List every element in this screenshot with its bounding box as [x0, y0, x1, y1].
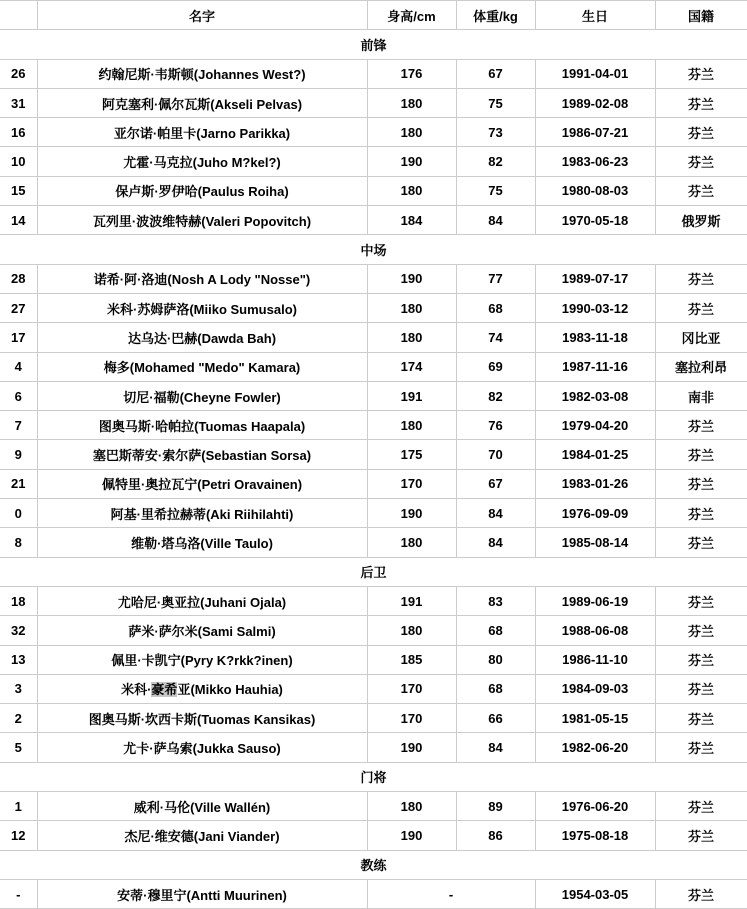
- player-number: 26: [0, 59, 37, 88]
- player-birthday: 1986-07-21: [535, 118, 655, 147]
- section-label: 门将: [0, 762, 747, 791]
- player-number: 8: [0, 528, 37, 557]
- player-weight: 82: [456, 147, 535, 176]
- player-number: 16: [0, 118, 37, 147]
- player-height: 170: [367, 469, 456, 498]
- player-nationality: 芬兰: [655, 88, 747, 117]
- player-row: [0, 59, 747, 88]
- player-weight: 84: [456, 528, 535, 557]
- player-name: 米科·苏姆萨洛(Miiko Sumusalo): [37, 293, 367, 322]
- player-weight: 70: [456, 440, 535, 469]
- player-name: 尤卡·萨乌索(Jukka Sauso): [37, 733, 367, 762]
- player-weight: 82: [456, 381, 535, 410]
- player-name: 杰尼·维安德(Jani Viander): [37, 821, 367, 850]
- player-weight: 66: [456, 704, 535, 733]
- player-height-weight-merged: -: [367, 879, 535, 908]
- player-row: [0, 381, 747, 410]
- column-header-nationality: 国籍: [655, 1, 747, 30]
- player-number: 21: [0, 469, 37, 498]
- player-row: [0, 792, 747, 821]
- player-height: 185: [367, 645, 456, 674]
- player-row: [0, 704, 747, 733]
- player-weight: 75: [456, 176, 535, 205]
- player-row: [0, 674, 747, 703]
- player-row: [0, 733, 747, 762]
- player-name: 图奥马斯·哈帕拉(Tuomas Haapala): [37, 411, 367, 440]
- player-birthday: 1982-06-20: [535, 733, 655, 762]
- player-height: 190: [367, 147, 456, 176]
- player-birthday: 1983-01-26: [535, 469, 655, 498]
- player-height: 191: [367, 381, 456, 410]
- player-row: [0, 528, 747, 557]
- player-birthday: 1989-06-19: [535, 586, 655, 615]
- player-birthday: 1990-03-12: [535, 293, 655, 322]
- player-nationality: 芬兰: [655, 440, 747, 469]
- player-height: 190: [367, 264, 456, 293]
- player-row: [0, 264, 747, 293]
- player-nationality: 芬兰: [655, 411, 747, 440]
- section-label: 后卫: [0, 557, 747, 586]
- player-birthday: 1976-09-09: [535, 499, 655, 528]
- player-number: 6: [0, 381, 37, 410]
- player-birthday: 1991-04-01: [535, 59, 655, 88]
- player-number: 32: [0, 616, 37, 645]
- player-number: 0: [0, 499, 37, 528]
- player-nationality: 芬兰: [655, 264, 747, 293]
- player-height: 191: [367, 586, 456, 615]
- player-height: 170: [367, 704, 456, 733]
- player-name: [37, 674, 367, 703]
- player-name: 亚尔诺·帕里卡(Jarno Parikka): [37, 118, 367, 147]
- player-number: 28: [0, 264, 37, 293]
- player-weight: 80: [456, 645, 535, 674]
- player-height: 180: [367, 88, 456, 117]
- player-weight: 67: [456, 469, 535, 498]
- player-weight: 86: [456, 821, 535, 850]
- player-weight: 84: [456, 733, 535, 762]
- player-name: 维勒·塔乌洛(Ville Taulo): [37, 528, 367, 557]
- player-name: 佩特里·奥拉瓦宁(Petri Oravainen): [37, 469, 367, 498]
- player-number: 13: [0, 645, 37, 674]
- player-nationality: 俄罗斯: [655, 206, 747, 235]
- player-nationality: 南非: [655, 381, 747, 410]
- column-header-name: 名字: [37, 1, 367, 30]
- player-name: 佩里·卡凯宁(Pyry K?rkk?inen): [37, 645, 367, 674]
- player-weight: 76: [456, 411, 535, 440]
- player-number: 7: [0, 411, 37, 440]
- player-birthday: 1983-11-18: [535, 323, 655, 352]
- player-row: [0, 323, 747, 352]
- column-header-number: [0, 1, 37, 30]
- player-weight: 68: [456, 293, 535, 322]
- player-number: 31: [0, 88, 37, 117]
- player-row: [0, 616, 747, 645]
- player-row: [0, 499, 747, 528]
- player-nationality: 芬兰: [655, 674, 747, 703]
- player-weight: 74: [456, 323, 535, 352]
- player-weight: 84: [456, 206, 535, 235]
- player-number: 18: [0, 586, 37, 615]
- player-birthday: 1970-05-18: [535, 206, 655, 235]
- player-weight: 89: [456, 792, 535, 821]
- player-height: 176: [367, 59, 456, 88]
- player-nationality: 芬兰: [655, 616, 747, 645]
- player-nationality: 芬兰: [655, 733, 747, 762]
- player-weight: 83: [456, 586, 535, 615]
- player-name: 达乌达·巴赫(Dawda Bah): [37, 323, 367, 352]
- player-number: 15: [0, 176, 37, 205]
- player-birthday: 1975-08-18: [535, 821, 655, 850]
- player-weight: 68: [456, 616, 535, 645]
- player-birthday: 1954-03-05: [535, 879, 655, 908]
- column-header-height: 身高/cm: [367, 1, 456, 30]
- player-name: 约翰尼斯·韦斯顿(Johannes West?): [37, 59, 367, 88]
- player-height: 190: [367, 499, 456, 528]
- player-weight: 69: [456, 352, 535, 381]
- player-height: 184: [367, 206, 456, 235]
- player-height: 180: [367, 323, 456, 352]
- player-row: [0, 206, 747, 235]
- player-nationality: 塞拉利昂: [655, 352, 747, 381]
- player-nationality: 芬兰: [655, 147, 747, 176]
- player-weight: 68: [456, 674, 535, 703]
- player-birthday: 1981-05-15: [535, 704, 655, 733]
- player-number: 27: [0, 293, 37, 322]
- selected-text: 豪希: [151, 682, 178, 698]
- player-nationality: 芬兰: [655, 499, 747, 528]
- player-nationality: 芬兰: [655, 293, 747, 322]
- player-number: 9: [0, 440, 37, 469]
- player-row: [0, 411, 747, 440]
- player-birthday: 1980-08-03: [535, 176, 655, 205]
- player-number: -: [0, 879, 37, 908]
- table-body: [0, 30, 747, 909]
- player-birthday: 1989-07-17: [535, 264, 655, 293]
- player-row: [0, 352, 747, 381]
- player-nationality: 芬兰: [655, 586, 747, 615]
- player-nationality: 芬兰: [655, 118, 747, 147]
- player-name: 诺希·阿·洛迪(Nosh A Lody "Nosse"): [37, 264, 367, 293]
- player-name: 梅多(Mohamed "Medo" Kamara): [37, 352, 367, 381]
- player-number: 17: [0, 323, 37, 352]
- player-number: 2: [0, 704, 37, 733]
- player-nationality: 冈比亚: [655, 323, 747, 352]
- player-weight: 84: [456, 499, 535, 528]
- player-weight: 75: [456, 88, 535, 117]
- player-name: 切尼·福勒(Cheyne Fowler): [37, 381, 367, 410]
- player-row: [0, 440, 747, 469]
- player-weight: 77: [456, 264, 535, 293]
- player-name: 塞巴斯蒂安·索尔萨(Sebastian Sorsa): [37, 440, 367, 469]
- player-number: 12: [0, 821, 37, 850]
- player-birthday: 1982-03-08: [535, 381, 655, 410]
- player-number: 3: [0, 674, 37, 703]
- player-weight: 67: [456, 59, 535, 88]
- player-name: 保卢斯·罗伊哈(Paulus Roiha): [37, 176, 367, 205]
- player-height: 190: [367, 821, 456, 850]
- player-height: 180: [367, 616, 456, 645]
- section-row: [0, 850, 747, 879]
- column-header-birthday: 生日: [535, 1, 655, 30]
- player-row: [0, 118, 747, 147]
- player-height: 174: [367, 352, 456, 381]
- player-birthday: 1987-11-16: [535, 352, 655, 381]
- player-birthday: 1976-06-20: [535, 792, 655, 821]
- player-birthday: 1986-11-10: [535, 645, 655, 674]
- player-birthday: 1988-06-08: [535, 616, 655, 645]
- section-row: [0, 762, 747, 791]
- player-nationality: 芬兰: [655, 59, 747, 88]
- player-birthday: 1985-08-14: [535, 528, 655, 557]
- section-label: 教练: [0, 850, 747, 879]
- player-nationality: 芬兰: [655, 821, 747, 850]
- player-row: [0, 176, 747, 205]
- player-birthday: 1989-02-08: [535, 88, 655, 117]
- player-name: 威利·马伦(Ville Wallén): [37, 792, 367, 821]
- player-name: 阿克塞利·佩尔瓦斯(Akseli Pelvas): [37, 88, 367, 117]
- section-row: [0, 30, 747, 59]
- player-nationality: 芬兰: [655, 704, 747, 733]
- player-birthday: 1984-09-03: [535, 674, 655, 703]
- player-nationality: 芬兰: [655, 879, 747, 908]
- player-height: 180: [367, 118, 456, 147]
- player-nationality: 芬兰: [655, 176, 747, 205]
- player-nationality: 芬兰: [655, 792, 747, 821]
- player-number: 5: [0, 733, 37, 762]
- section-row: [0, 557, 747, 586]
- player-height: 190: [367, 733, 456, 762]
- player-name: 尤霍·马克拉(Juho M?kel?): [37, 147, 367, 176]
- player-nationality: 芬兰: [655, 469, 747, 498]
- column-header-weight: 体重/kg: [456, 1, 535, 30]
- player-name: 尤哈尼·奥亚拉(Juhani Ojala): [37, 586, 367, 615]
- player-name: 安蒂·穆里宁(Antti Muurinen): [37, 879, 367, 908]
- player-nationality: 芬兰: [655, 528, 747, 557]
- player-weight: 73: [456, 118, 535, 147]
- player-height: 180: [367, 792, 456, 821]
- player-number: 10: [0, 147, 37, 176]
- player-height: 180: [367, 528, 456, 557]
- player-number: 14: [0, 206, 37, 235]
- player-height: 180: [367, 411, 456, 440]
- player-row: [0, 821, 747, 850]
- player-row: [0, 469, 747, 498]
- header-row: [0, 1, 747, 30]
- section-label: 中场: [0, 235, 747, 264]
- section-label: 前锋: [0, 30, 747, 59]
- player-row: [0, 293, 747, 322]
- player-name: 瓦列里·波波维特赫(Valeri Popovitch): [37, 206, 367, 235]
- player-height: 170: [367, 674, 456, 703]
- player-birthday: 1983-06-23: [535, 147, 655, 176]
- player-row: [0, 879, 747, 908]
- player-row: [0, 645, 747, 674]
- player-birthday: 1979-04-20: [535, 411, 655, 440]
- player-row: [0, 147, 747, 176]
- player-height: 175: [367, 440, 456, 469]
- player-name: 阿基·里希拉赫蒂(Aki Riihilahti): [37, 499, 367, 528]
- player-birthday: 1984-01-25: [535, 440, 655, 469]
- name-text: 亚(Mikko Hauhia): [177, 682, 283, 698]
- player-height: 180: [367, 293, 456, 322]
- player-name: 萨米·萨尔米(Sami Salmi): [37, 616, 367, 645]
- player-height: 180: [367, 176, 456, 205]
- player-number: 1: [0, 792, 37, 821]
- player-name: 图奥马斯·坎西卡斯(Tuomas Kansikas): [37, 704, 367, 733]
- player-number: 4: [0, 352, 37, 381]
- player-row: [0, 586, 747, 615]
- player-nationality: 芬兰: [655, 645, 747, 674]
- section-row: [0, 235, 747, 264]
- name-text: 米科·: [121, 682, 152, 698]
- player-row: [0, 88, 747, 117]
